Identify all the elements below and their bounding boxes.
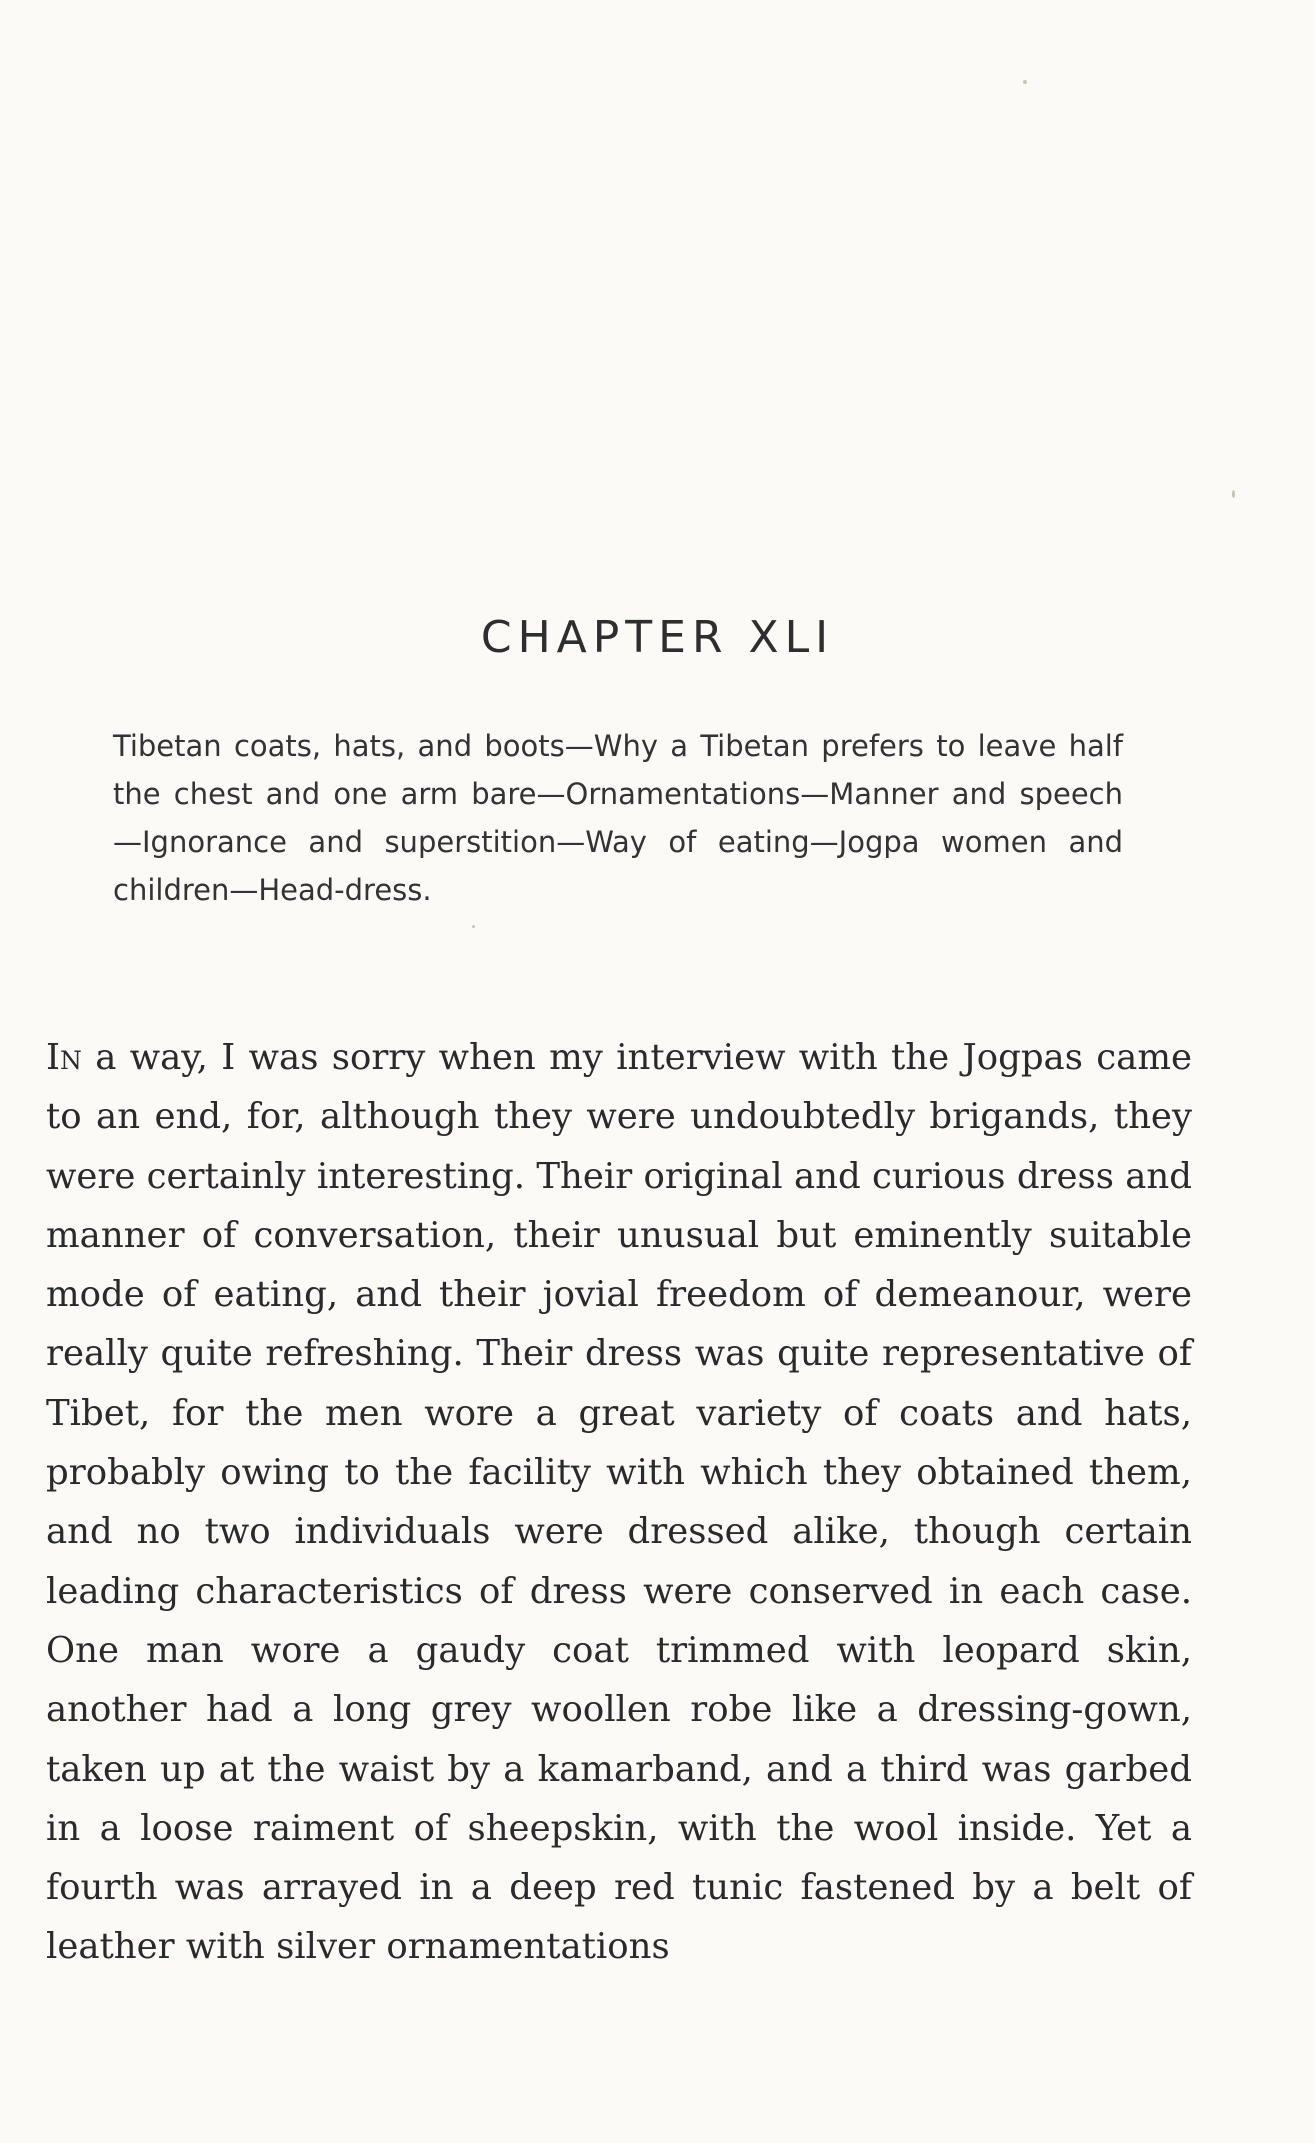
paper-speck: [1232, 490, 1235, 498]
body-paragraph: [46, 1028, 1192, 1977]
opening-word: In: [46, 1037, 82, 1078]
paper-speck: [472, 925, 475, 928]
paper-speck: [1023, 80, 1027, 84]
chapter-summary: Tibetan coats, hats, and boots—Why a Tibetan prefers to leave half the chest and one arm bare—Ornamentations—Manner and speech—Ignorance and superstition—Way of eating—Jogpa women and children—Head-dress.: [113, 729, 1123, 907]
chapter-title: CHAPTER XLI: [480, 612, 835, 663]
body-text: a way, I was sorry when my interview with the Jogpas came to an end, for, although they were undoubtedly brigands, they were certainly interesting. Their original and curious dress and manner of conversation, their unusual but eminently suitable mode of eating, and their jovial freedom of demeanour, were really quite refreshing. Their dress was quite representative of Tibet, for the men wore a great variety of coats and hats, probably owing to the facility with which they obtained them, and no two individuals were dressed alike, though certain leading characteristics of dress were conserved in each case. One man wore a gaudy coat trimmed with leopard skin, another had a long grey woollen robe like a dressing-gown, taken up at the waist by a kamarband, and a third was garbed in a loose raiment of sheepskin, with the wool inside. Yet a fourth was arrayed in a deep red tunic fastened by a belt of leather with silver ornamentations: [46, 1037, 1192, 1968]
